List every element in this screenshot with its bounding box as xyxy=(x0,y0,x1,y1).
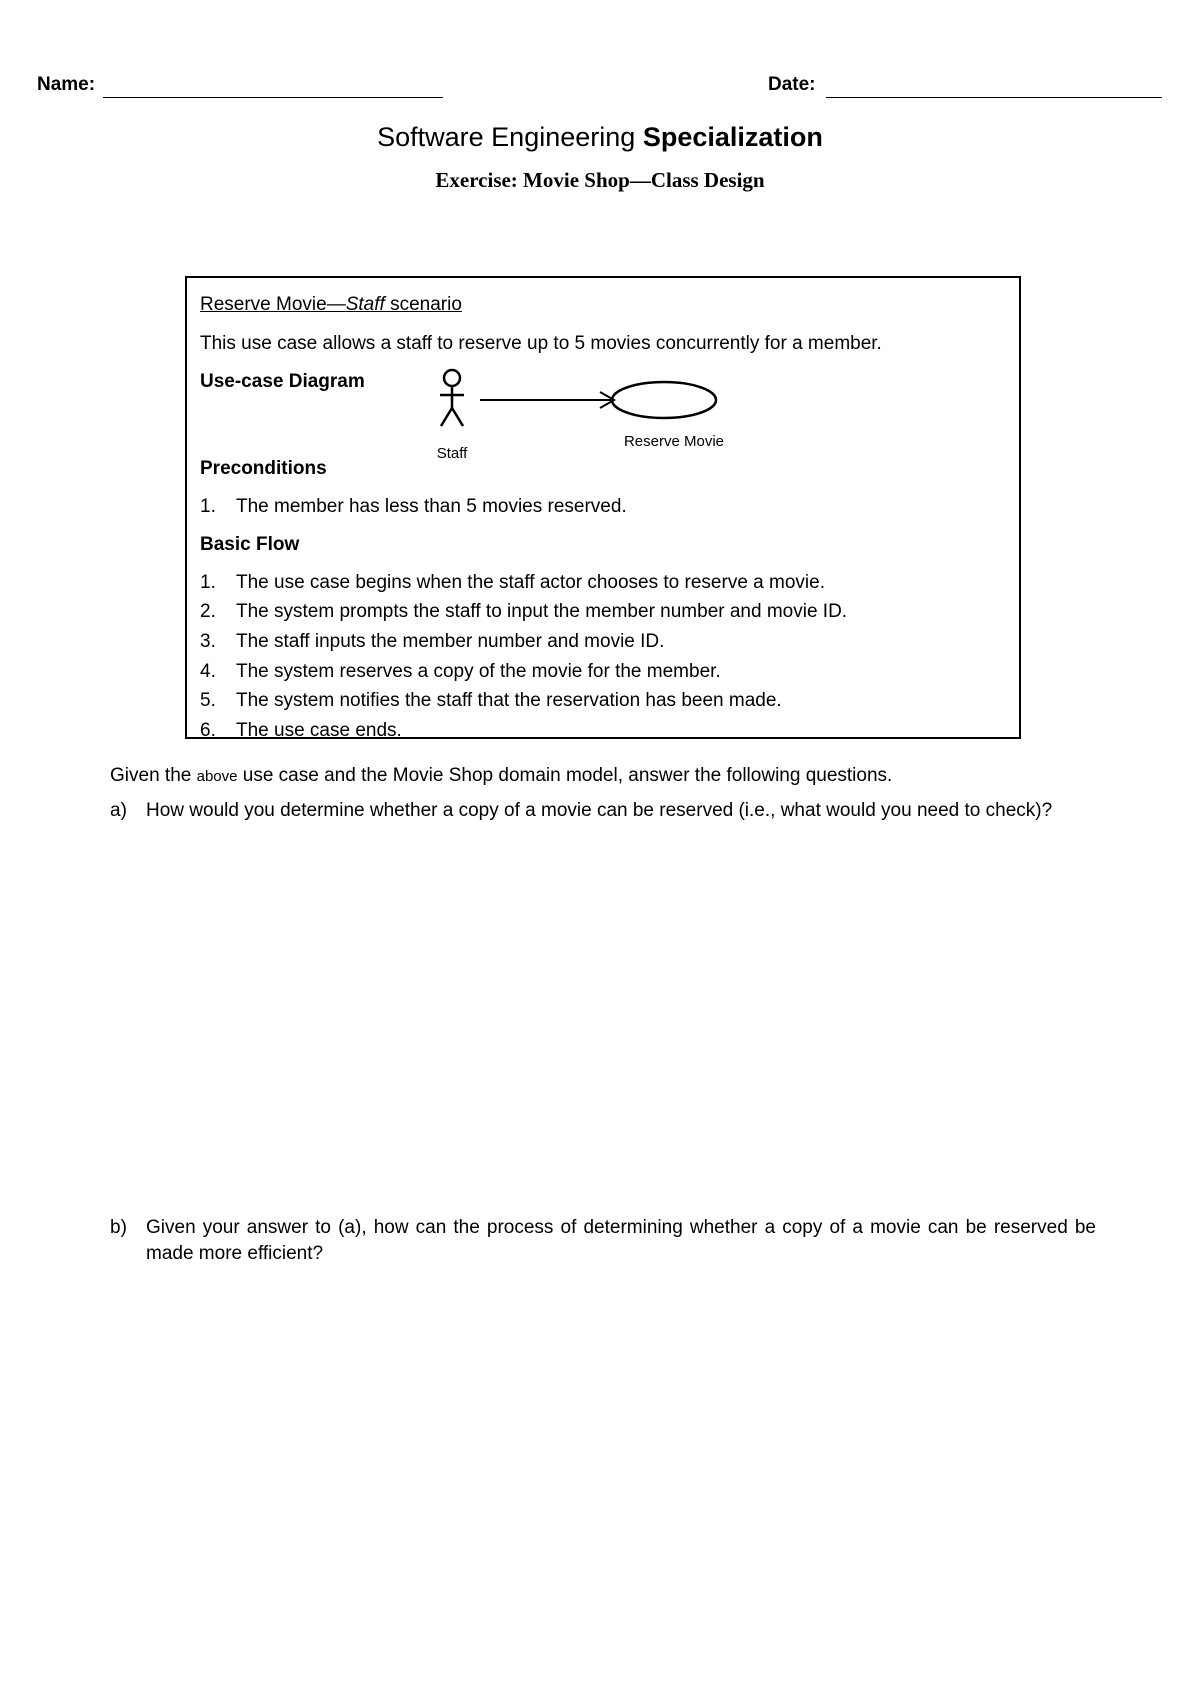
date-label: Date: xyxy=(768,74,816,95)
flow-step-number: 6. xyxy=(200,720,216,741)
heading-suffix: scenario xyxy=(384,294,462,315)
question-a-label: a) xyxy=(110,800,127,821)
questions-intro xyxy=(110,766,892,785)
precondition-number: 1. xyxy=(200,496,216,517)
flow-step-text: The use case begins when the staff actor chooses to reserve a movie. xyxy=(236,572,825,593)
association-arrow xyxy=(480,392,614,408)
intro-small: above xyxy=(196,768,238,785)
flow-step-number: 3. xyxy=(200,631,216,652)
actor-label: Staff xyxy=(436,445,468,462)
flow-step-number: 4. xyxy=(200,661,216,682)
flow-step-number: 1. xyxy=(200,572,216,593)
name-field[interactable] xyxy=(103,97,443,98)
name-label: Name: xyxy=(37,74,96,95)
title-regular: Software Engineering xyxy=(377,122,636,152)
use-case-description: This use case allows a staff to reserve up to 5 movies concurrently for a member. xyxy=(200,333,882,354)
page-title xyxy=(0,122,1200,153)
question-b-text: Given your answer to (a), how can the process of determining whether a copy of a movie can be reserved be made more efficient? xyxy=(146,1217,1096,1264)
precondition-text: The member has less than 5 movies reserved. xyxy=(236,496,627,517)
flow-step-text: The system notifies the staff that the reservation has been made. xyxy=(236,690,782,711)
diagram-heading: Use-case Diagram xyxy=(200,371,365,392)
use-case-heading xyxy=(200,295,462,314)
intro-part2: use case and the Movie Shop domain model, answer the following questions. xyxy=(237,765,893,786)
intro-part1: Given the xyxy=(110,765,197,786)
flow-step-number: 5. xyxy=(200,690,216,711)
flow-step-text: The system reserves a copy of the movie for the member. xyxy=(236,661,721,682)
exercise-subtitle: Exercise: Movie Shop—Class Design xyxy=(435,168,765,192)
actor-stick-figure-icon xyxy=(440,370,464,426)
heading-prefix: Reserve Movie— xyxy=(200,294,346,315)
flow-step-text: The staff inputs the member number and movie ID. xyxy=(236,631,665,652)
flow-step-text: The use case ends. xyxy=(236,720,402,741)
flow-step-number: 2. xyxy=(200,601,216,622)
date-field[interactable] xyxy=(826,97,1162,98)
question-b-label: b) xyxy=(110,1217,127,1238)
basic-flow-heading: Basic Flow xyxy=(200,534,300,555)
use-case-diagram xyxy=(430,366,740,466)
flow-step-text: The system prompts the staff to input the member number and movie ID. xyxy=(236,601,848,622)
usecase-label: Reserve Movie xyxy=(623,433,725,450)
use-case-ellipse xyxy=(612,382,716,418)
heading-actor: Staff xyxy=(345,294,385,315)
preconditions-heading: Preconditions xyxy=(200,458,327,479)
title-bold: Specialization xyxy=(642,122,823,152)
question-a-text: How would you determine whether a copy of a movie can be reserved (i.e., what would you need to check)? xyxy=(146,800,1053,821)
